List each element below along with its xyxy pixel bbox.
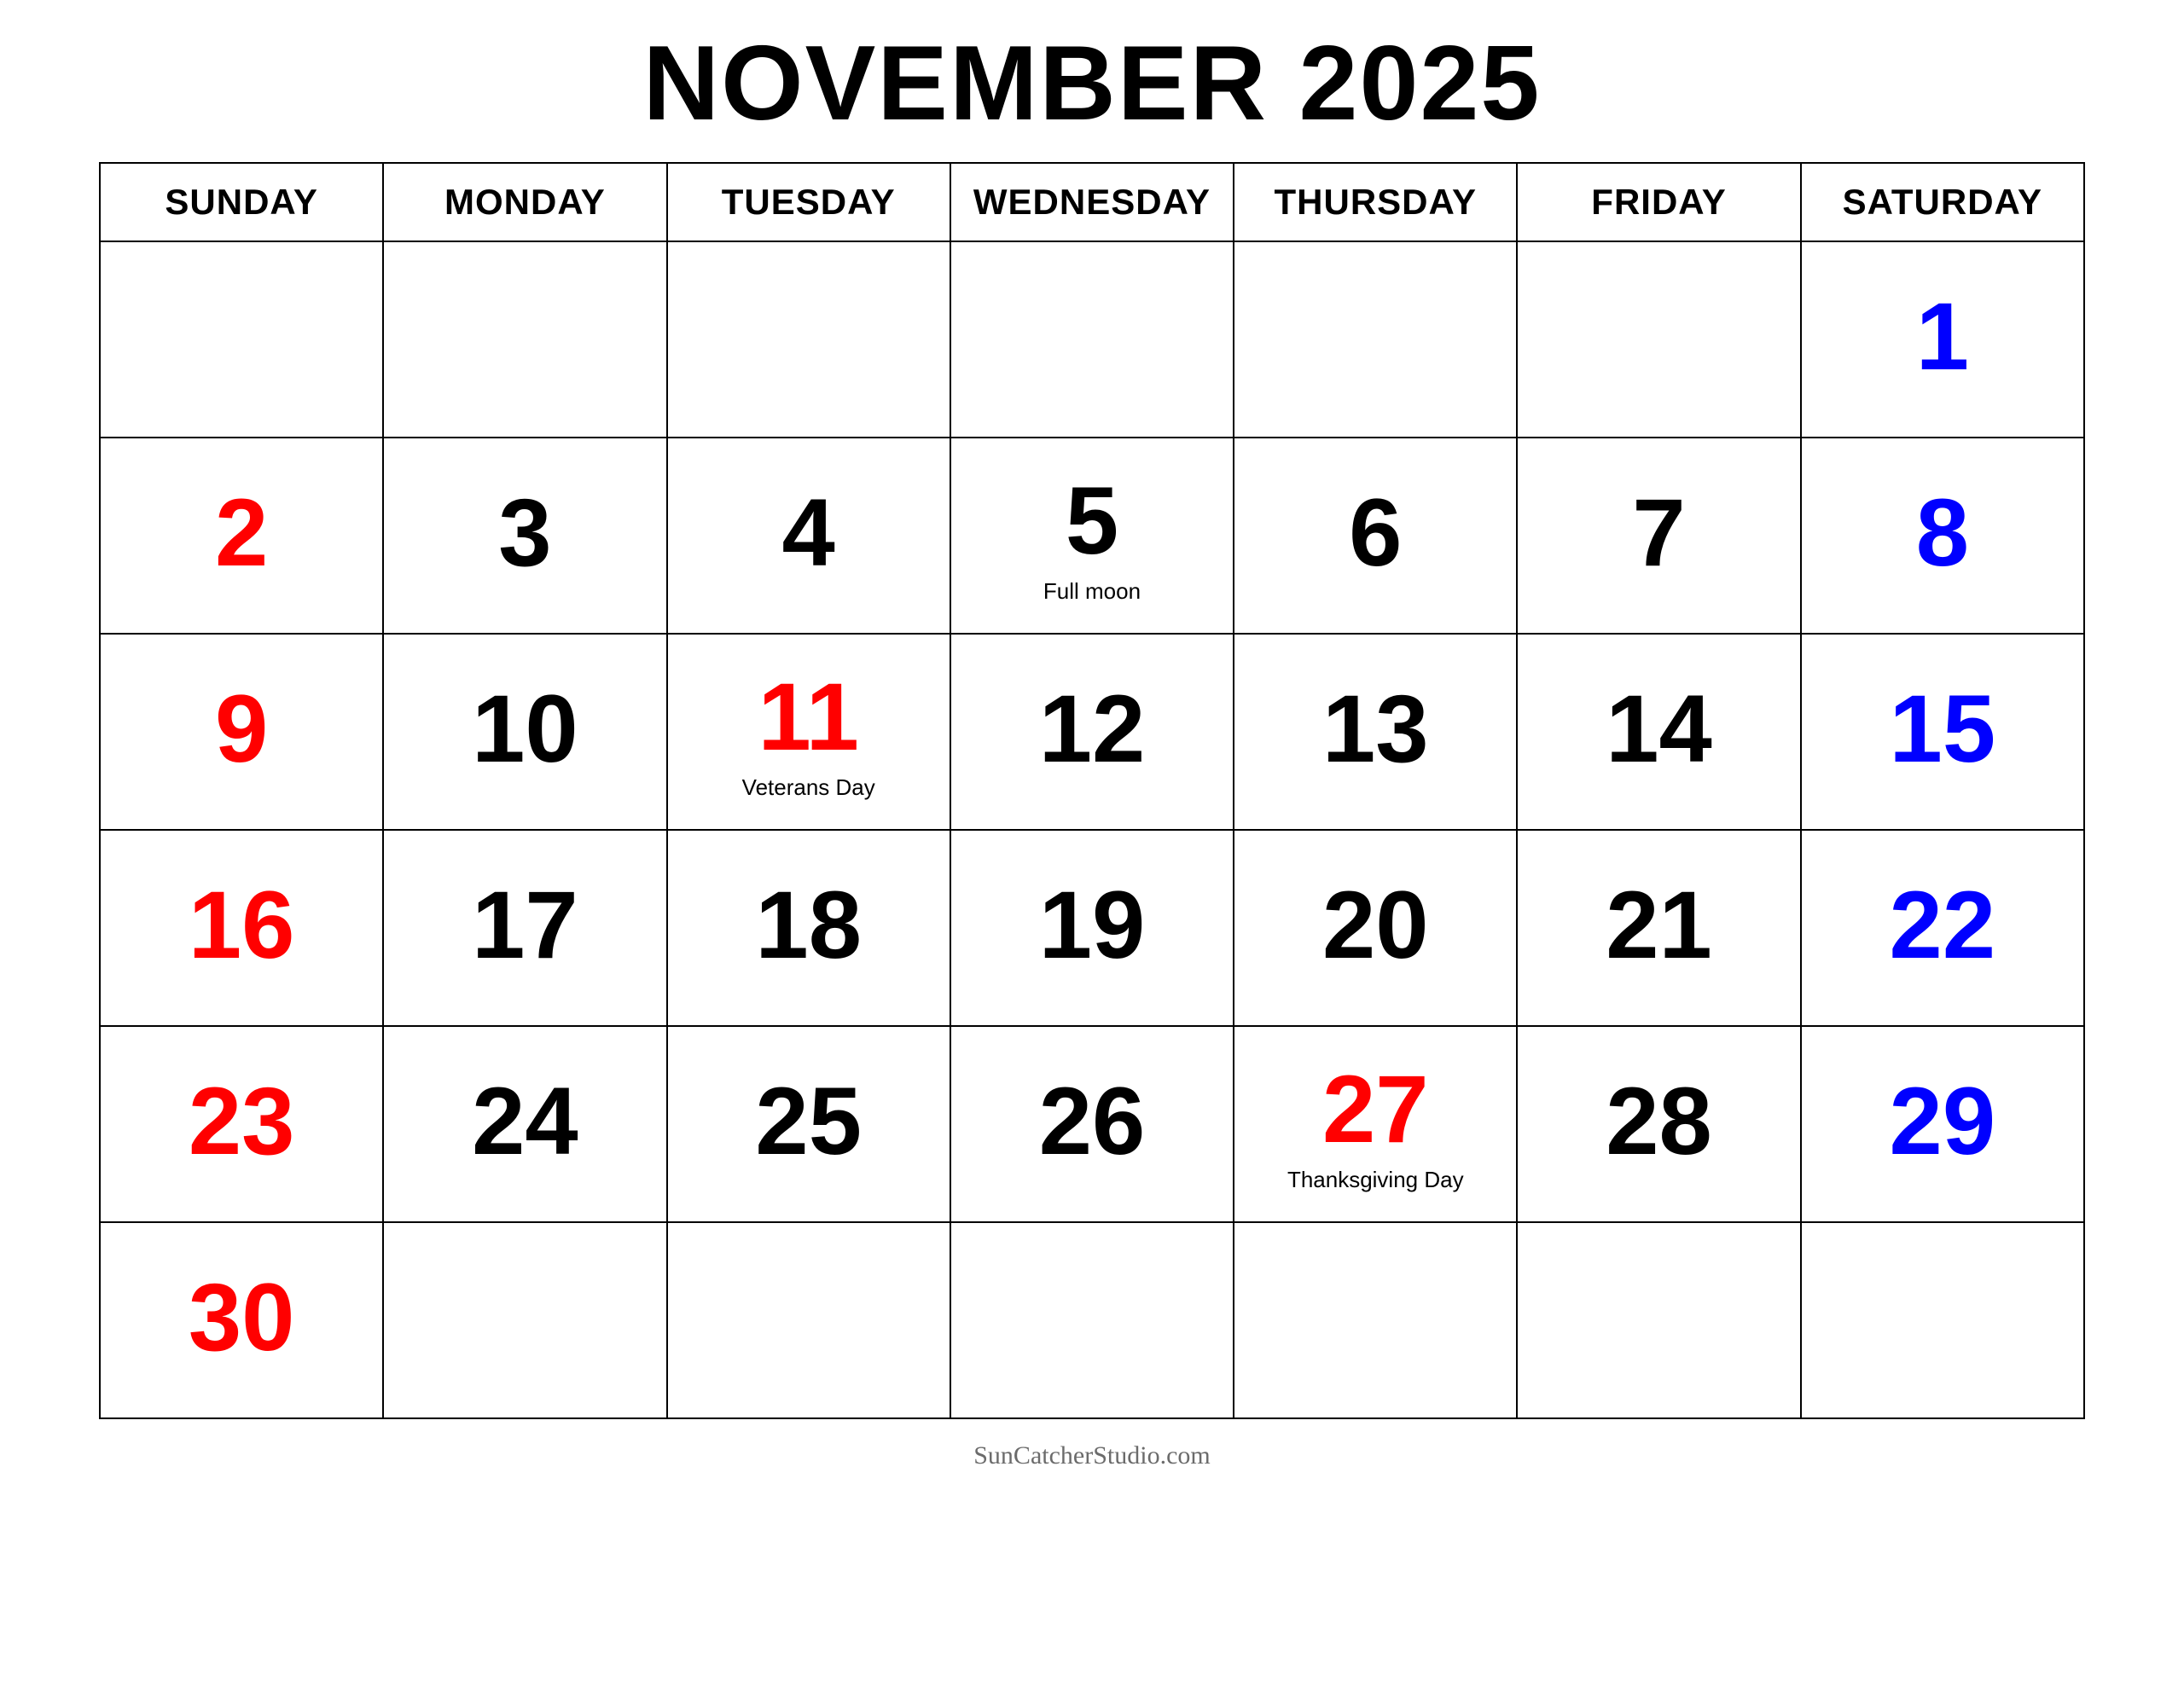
day-cell[interactable] (667, 830, 950, 1026)
weekday-header-wednesday: WEDNESDAY (950, 163, 1234, 241)
weekday-header-friday: FRIDAY (1517, 163, 1800, 241)
day-number: 14 (1606, 675, 1712, 782)
day-number: 1 (1915, 283, 1969, 390)
day-cell[interactable] (1517, 1222, 1800, 1418)
day-cell[interactable] (100, 830, 383, 1026)
day-cell[interactable] (383, 1222, 666, 1418)
day-number: 23 (188, 1068, 295, 1174)
day-cell[interactable] (383, 634, 666, 830)
calendar-week-row (100, 1026, 2084, 1222)
day-number: 3 (498, 479, 552, 586)
calendar-week-row (100, 438, 2084, 634)
day-number: 9 (214, 675, 269, 782)
day-cell[interactable] (1517, 830, 1800, 1026)
weekday-header-tuesday: TUESDAY (667, 163, 950, 241)
day-number: 15 (1889, 675, 1996, 782)
day-number: 20 (1321, 872, 1429, 978)
day-number: 19 (1038, 872, 1146, 978)
day-cell[interactable] (1234, 1222, 1517, 1418)
day-cell[interactable] (667, 438, 950, 634)
day-cell[interactable] (100, 1026, 383, 1222)
day-number: 12 (1038, 675, 1146, 782)
day-cell[interactable] (950, 241, 1234, 438)
day-number: 27 (1321, 1055, 1429, 1162)
day-cell[interactable] (1234, 438, 1517, 634)
day-number: 26 (1038, 1068, 1146, 1174)
day-number: 11 (758, 663, 859, 770)
day-cell[interactable] (383, 1026, 666, 1222)
day-cell[interactable] (950, 1222, 1234, 1418)
day-cell[interactable] (1234, 830, 1517, 1026)
day-cell[interactable] (950, 830, 1234, 1026)
day-cell[interactable] (1801, 634, 2084, 830)
day-number: 21 (1606, 872, 1712, 978)
day-cell[interactable] (667, 1026, 950, 1222)
day-cell[interactable] (100, 438, 383, 634)
day-event: Veterans Day (741, 774, 875, 800)
weekday-header-monday: MONDAY (383, 163, 666, 241)
day-number: 29 (1889, 1068, 1996, 1174)
day-cell[interactable] (1801, 1026, 2084, 1222)
day-cell[interactable] (950, 438, 1234, 634)
footer-credit: SunCatcherStudio.com (973, 1441, 1211, 1470)
day-cell[interactable] (1517, 634, 1800, 830)
day-number: 18 (755, 872, 862, 978)
day-cell[interactable] (1517, 241, 1800, 438)
day-cell[interactable] (667, 634, 950, 830)
day-event: Thanksgiving Day (1287, 1166, 1464, 1192)
day-cell[interactable] (1801, 438, 2084, 634)
day-number: 6 (1349, 479, 1403, 586)
day-cell[interactable] (1517, 1026, 1800, 1222)
day-cell[interactable] (1801, 241, 2084, 438)
weekday-header-saturday: SATURDAY (1801, 163, 2084, 241)
day-number: 2 (214, 479, 269, 586)
day-number: 28 (1606, 1068, 1712, 1174)
day-number: 7 (1632, 479, 1686, 586)
weekday-header-thursday: THURSDAY (1234, 163, 1517, 241)
day-number: 16 (188, 872, 295, 978)
day-number: 25 (755, 1068, 862, 1174)
day-cell[interactable] (100, 1222, 383, 1418)
calendar-header-row (100, 163, 2084, 241)
day-number: 24 (472, 1068, 578, 1174)
calendar-week-row (100, 1222, 2084, 1418)
day-cell[interactable] (1234, 241, 1517, 438)
day-cell[interactable] (1801, 830, 2084, 1026)
calendar-week-row (100, 830, 2084, 1026)
calendar-week-row (100, 634, 2084, 830)
day-cell[interactable] (383, 438, 666, 634)
day-number: 13 (1321, 675, 1429, 782)
day-event: Full moon (1043, 577, 1141, 604)
day-number: 8 (1915, 479, 1969, 586)
calendar-week-row (100, 241, 2084, 438)
day-number: 10 (472, 675, 578, 782)
day-cell[interactable] (100, 241, 383, 438)
calendar-grid (99, 162, 2085, 1419)
day-number: 22 (1889, 872, 1996, 978)
day-number: 5 (1065, 467, 1119, 574)
day-number: 4 (781, 479, 835, 586)
day-cell[interactable] (1234, 1026, 1517, 1222)
day-number: 17 (472, 872, 578, 978)
day-cell[interactable] (100, 634, 383, 830)
day-cell[interactable] (383, 241, 666, 438)
day-cell[interactable] (383, 830, 666, 1026)
day-cell[interactable] (1517, 438, 1800, 634)
day-cell[interactable] (950, 1026, 1234, 1222)
calendar-body (100, 241, 2084, 1418)
day-number: 30 (188, 1264, 295, 1371)
page-title: NOVEMBER 2025 (642, 25, 1542, 142)
day-cell[interactable] (1234, 634, 1517, 830)
weekday-header-sunday: SUNDAY (100, 163, 383, 241)
day-cell[interactable] (950, 634, 1234, 830)
day-cell[interactable] (1801, 1222, 2084, 1418)
weekday-header-row (100, 163, 2084, 241)
day-cell[interactable] (667, 1222, 950, 1418)
day-cell[interactable] (667, 241, 950, 438)
